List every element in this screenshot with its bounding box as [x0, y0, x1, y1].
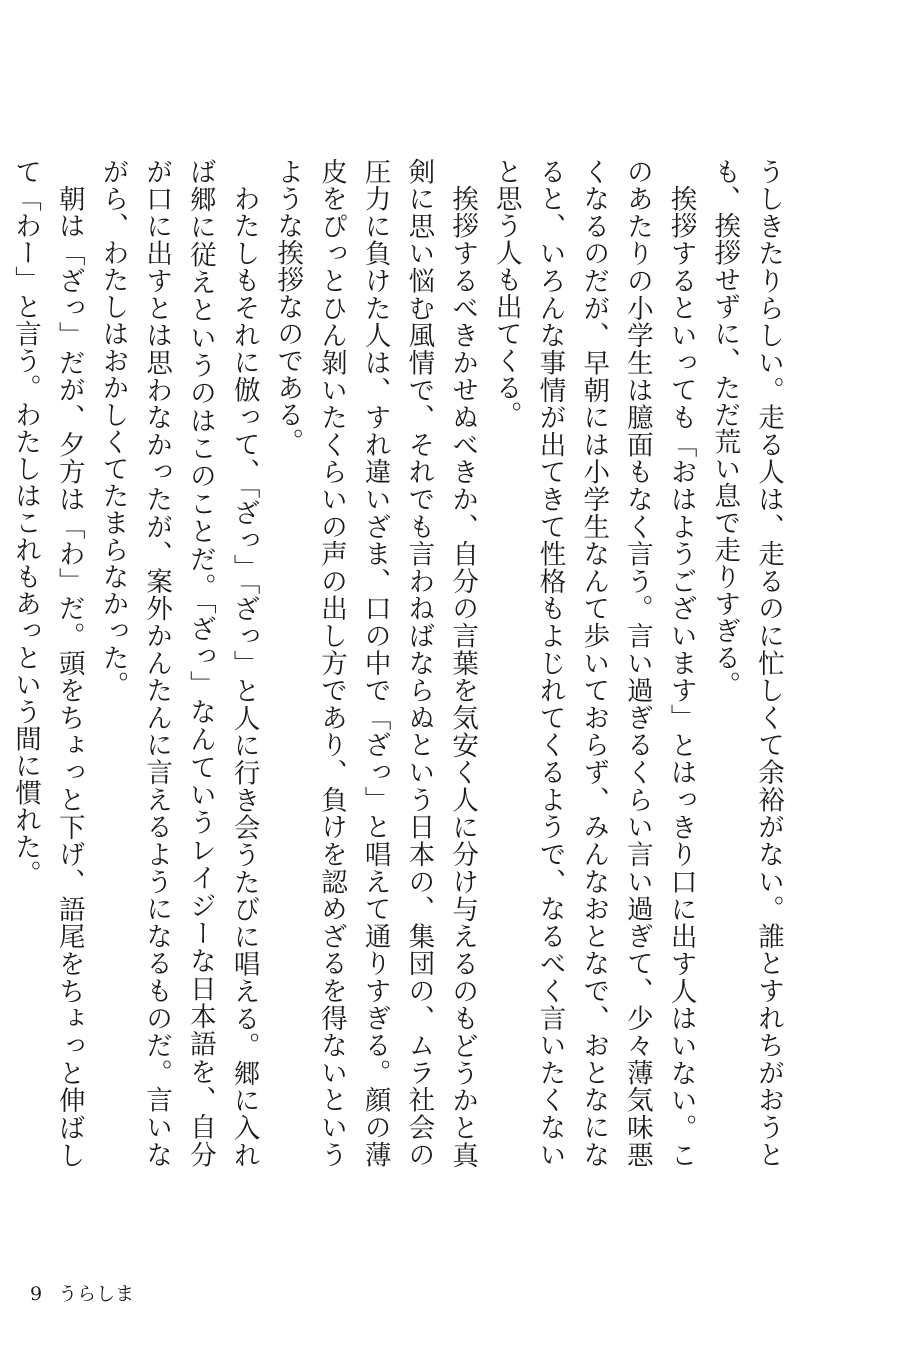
- chapter-title: うらしま: [58, 1283, 135, 1305]
- vertical-body-text: [10, 158, 790, 1168]
- page-footer: [30, 1282, 134, 1306]
- paragraph: 挨拶するべきかせぬべきか、自分の言葉を気安く人に分け与えるのもどうかと真剣に思い悩む風情で、それでも言わねばならぬという日本の、集団の、ムラ社会の圧力に負けた人は、すれ違いざま、口の中で「ざっ」と唱えて通りすぎる。顔の薄皮をぴっとひん剝いたくらいの声の出し方であり、負けを認めざるを得ないというような挨拶なのである。: [272, 158, 479, 1168]
- page-number: 9: [30, 1283, 43, 1305]
- paragraph: うしきたりらしい。走る人は、走るのに忙しくて余裕がない。誰とすれちがおうとも、挨拶せずに、ただ荒い息で走りすぎる。: [709, 158, 784, 1168]
- paragraph: わたしもそれに倣って、「ざっ」「ざっ」と人に行き会うたびに唱える。郷に入れば郷に従えというのはこのことだ。「ざっ」なんていうレイジーな日本語を、自分が口に出すとは思わなかったが、案外かんたんに言えるようになるものだ。言いながら、わたしはおかしくてたまらなかった。: [97, 158, 260, 1168]
- paragraph: 挨拶するといっても「おはようございます」とはっきり口に出す人はいない。このあたりの小学生は臆面もなく言う。言い過ぎるくらい言い過ぎて、少々薄気味悪くなるのだが、早朝には小学生なんて歩いておらず、みんなおとなで、おとなになると、いろんな事情が出てきて性格もよじれてくるようで、なるべく言いたくないと思う人も出てくる。: [490, 158, 697, 1168]
- paragraph: [0, 158, 3, 1168]
- paragraph: 朝は「ざっ」だが、夕方は「わ」だ。頭をちょっと下げ、語尾をちょっと伸ばして「わー」と言う。わたしはこれもあっという間に慣れた。: [10, 158, 85, 1168]
